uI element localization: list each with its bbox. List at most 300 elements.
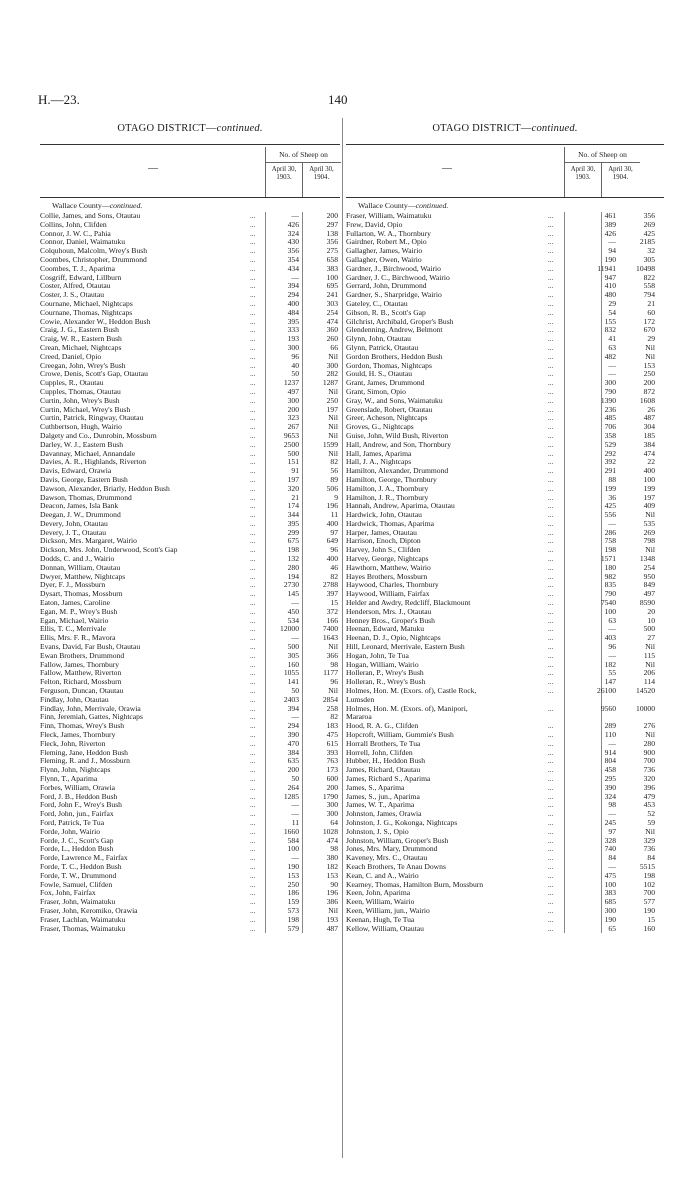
leader-dots: ... [250, 678, 256, 687]
leader-dots: ... [250, 572, 256, 581]
owner-name: Cosgriff, Edward, Lillburn [40, 273, 122, 282]
leader-dots: ... [250, 475, 256, 484]
sheep-count-1903: 96 [291, 351, 299, 361]
sheep-count-1904: 380 [326, 853, 338, 863]
table-row [346, 669, 664, 678]
sheep-count-1903: 26100 [597, 686, 616, 696]
owner-name: Evans, David, Far Bush, Otautau [40, 643, 141, 652]
leader-dots: ... [548, 660, 554, 669]
leader-dots: ... [548, 440, 554, 449]
table-row [346, 828, 664, 837]
sheep-count-1904: 474 [643, 448, 655, 458]
owner-name: Ellis, T. C., Merrivale [40, 625, 107, 634]
owner-name: Collins, John, Clifden [40, 220, 107, 229]
owner-name: Darley, W. J., Eastern Bush [40, 440, 124, 449]
sheep-count-1903: 300 [287, 395, 299, 405]
table-row [346, 300, 664, 309]
sheep-count-1904: 254 [326, 307, 338, 317]
sheep-count-1903: 300 [287, 342, 299, 352]
sheep-count-1904: 670 [643, 325, 655, 335]
table-row [346, 617, 664, 626]
leader-dots: ... [250, 431, 256, 440]
leader-dots: ... [250, 625, 256, 634]
sheep-count-1904: 32 [647, 246, 655, 256]
leader-dots: ... [250, 343, 256, 352]
county-heading: Wallace County—continued. [52, 201, 143, 210]
owner-name: Heenan, Edward, Matuku [346, 625, 425, 634]
sheep-count-1903: 529 [604, 439, 616, 449]
owner-name: Forde, T. C., Heddon Bush [40, 862, 122, 871]
sheep-count-1904: Nil [645, 510, 655, 520]
column-divider [342, 118, 343, 1158]
sheep-count-1903: 194 [287, 571, 299, 581]
leader-dots: ... [250, 818, 256, 827]
sheep-count-1903: — [291, 211, 299, 220]
sheep-count-1904: 96 [330, 677, 338, 687]
owner-name: Davannay, Michael, Annandale [40, 449, 136, 458]
owner-name: Glynn, Patrick, Otautau [346, 343, 419, 352]
sheep-count-1904: 320 [643, 774, 655, 783]
sheep-count-1903: — [608, 518, 616, 528]
sheep-count-1904: 1790 [322, 791, 338, 801]
sheep-count-1903: 835 [604, 580, 616, 590]
sheep-count-1903: 100 [287, 844, 299, 854]
owner-name: Dawson, Alexander, Briarly, Heddon Bush [40, 484, 170, 493]
sheep-count-1903: 291 [604, 466, 616, 476]
leader-dots: ... [548, 308, 554, 317]
leader-dots: ... [250, 212, 256, 220]
sheep-count-1903: 389 [604, 219, 616, 229]
leader-dots: ... [250, 827, 256, 836]
table-row [346, 845, 664, 854]
sheep-count-1904: 96 [330, 545, 338, 555]
sheep-count-1903: 55 [608, 668, 616, 678]
sheep-count-1903: 328 [604, 835, 616, 845]
sheep-count-1904: 303 [326, 298, 338, 308]
leader-dots: ... [250, 220, 256, 229]
owner-name: Colquhoun, Malcolm, Wrey's Bush [40, 247, 148, 256]
sheep-count-1904: 84 [647, 853, 655, 863]
owner-name: Mararoa [346, 713, 372, 722]
sheep-count-1904: 700 [643, 756, 655, 766]
table-row [346, 643, 664, 652]
sheep-count-1904: Nil [328, 448, 338, 458]
sheep-count-1904: 360 [326, 325, 338, 335]
sheep-count-1904: 474 [326, 835, 338, 845]
sheep-count-1903: 480 [604, 290, 616, 300]
owner-name: Fallow, James, Thornbury [40, 660, 120, 669]
leader-dots: ... [548, 616, 554, 625]
owner-name: James, Richard, Otautau [346, 766, 421, 775]
table-row [346, 441, 664, 450]
column-header-1904: April 30, 1904. [601, 163, 639, 197]
leader-dots: ... [250, 528, 256, 537]
leader-dots: ... [250, 713, 256, 722]
owner-name: Davies, A. R., Highlands, Riverton [40, 458, 147, 467]
leader-dots: ... [548, 731, 554, 740]
sheep-count-1904: 56 [330, 466, 338, 476]
leader-dots: ... [250, 731, 256, 740]
sheep-count-1903: 199 [604, 483, 616, 493]
sheep-count-1903: 426 [604, 228, 616, 238]
owner-name: Crean, Michael, Nightcaps [40, 343, 122, 352]
sheep-count-1904: 5515 [639, 861, 655, 871]
sheep-count-1904: 250 [326, 395, 338, 405]
sheep-count-1903: 50 [291, 686, 299, 696]
owner-name: Gilchrist, Archibald, Groper's Bush [346, 317, 454, 326]
sheep-count-1904: Nil [645, 826, 655, 836]
leader-dots: ... [250, 889, 256, 898]
sheep-count-1903: — [608, 624, 616, 634]
leader-dots: ... [548, 405, 554, 414]
owner-name: Harvey, George, Nightcaps [346, 555, 429, 564]
leader-dots: ... [548, 387, 554, 396]
sheep-count-1904: 276 [643, 721, 655, 731]
sheep-count-1904: 59 [647, 817, 655, 827]
sheep-count-1904: 475 [326, 730, 338, 740]
owner-name: Hogan, John, Te Tua [346, 651, 409, 660]
sheep-count-1904: 409 [643, 501, 655, 511]
sheep-count-1904: Nil [645, 642, 655, 652]
owner-name: James, S., jun., Aparima [346, 792, 420, 801]
sheep-count-1904: 487 [326, 923, 338, 933]
leader-dots: ... [548, 643, 554, 652]
sheep-count-1904: 2788 [322, 580, 338, 590]
sheep-count-1903: — [608, 861, 616, 871]
owner-name: Harvey, John S., Clifden [346, 546, 421, 555]
leader-dots: ... [250, 317, 256, 326]
sheep-count-1903: 160 [287, 659, 299, 669]
sheep-count-1904: 15 [647, 914, 655, 924]
owner-name: Guise, John, Wild Bush, Riverton [346, 431, 449, 440]
owner-name: Dickson, Mrs. Margaret, Wairio [40, 537, 137, 546]
owner-name: Forde, T. W., Drummond [40, 871, 117, 880]
sheep-count-1904: 535 [643, 518, 655, 528]
sheep-count-1903: 9653 [283, 430, 299, 440]
leader-dots: ... [250, 405, 256, 414]
sheep-count-1904: 200 [643, 378, 655, 388]
sheep-count-1903: 305 [287, 650, 299, 660]
table-row [346, 819, 664, 828]
left-column [40, 122, 340, 933]
sheep-count-1903: 426 [287, 219, 299, 229]
table-header [346, 144, 664, 198]
sheep-count-1904: 160 [643, 923, 655, 933]
owner-name: Coombes, Christopher, Drummond [40, 255, 147, 264]
sheep-count-1903: 174 [287, 501, 299, 511]
owner-name: Connor, J. W. C., Pahia [40, 229, 111, 238]
sheep-count-1904: 453 [643, 800, 655, 810]
sheep-count-1903: 132 [287, 554, 299, 564]
document-reference: H.—23. [38, 92, 80, 107]
sheep-count-1903: 392 [604, 457, 616, 467]
sheep-count-1903: 1660 [283, 826, 299, 836]
sheep-count-1903: 484 [287, 307, 299, 317]
sheep-count-1904: 497 [643, 589, 655, 599]
owner-name: Devery, J. T., Otautau [40, 528, 107, 537]
owner-name: Curtin, Michael, Wrey's Bush [40, 405, 131, 414]
owner-name: Hall, J. A., Nightcaps [346, 458, 412, 467]
table-row [346, 546, 664, 555]
table-row [346, 529, 664, 538]
sheep-count-1903: 2730 [283, 580, 299, 590]
owner-name: Haywood, Charles, Thornbury [346, 581, 439, 590]
owner-name: Cournane, Michael, Nightcaps [40, 299, 133, 308]
sheep-count-1903: 155 [604, 316, 616, 326]
leader-dots: ... [548, 361, 554, 370]
table-row [346, 432, 664, 441]
sheep-count-1903: 395 [287, 518, 299, 528]
sheep-count-1904: Nil [645, 351, 655, 361]
owner-name: Grant, Simon, Opio [346, 387, 406, 396]
sheep-count-1903: 294 [287, 290, 299, 300]
sheep-count-1904: 2185 [639, 237, 655, 247]
owner-name: Grant, James, Drummond [346, 379, 425, 388]
leader-dots: ... [548, 379, 554, 388]
sheep-count-1904: 384 [643, 439, 655, 449]
sheep-count-1904: Nil [328, 686, 338, 696]
sheep-count-1903: 84 [608, 853, 616, 863]
right-column [346, 122, 664, 933]
sheep-count-1903: 159 [287, 897, 299, 907]
owner-name: Cupples, R., Otautau [40, 379, 104, 388]
owner-name: Henney Bros., Groper's Bush [346, 616, 435, 625]
owner-name: Horrall Brothers, Te Tua [346, 739, 421, 748]
table-row [346, 784, 664, 793]
table-row [346, 511, 664, 520]
table-row [346, 335, 664, 344]
table-row [346, 291, 664, 300]
sheep-count-1904: Nil [328, 351, 338, 361]
sheep-count-1904: 269 [643, 219, 655, 229]
sheep-count-1903: 200 [287, 404, 299, 414]
sheep-count-1903: 383 [604, 888, 616, 898]
sheep-count-1903: 40 [291, 360, 299, 370]
leader-dots: ... [548, 634, 554, 643]
leader-dots: ... [548, 238, 554, 247]
sheep-count-1903: — [608, 237, 616, 247]
owner-name: Jones, Mrs. Mary, Drummond [346, 845, 438, 854]
sheep-count-1904: 649 [326, 536, 338, 546]
leader-dots: ... [548, 352, 554, 361]
owner-name: James, W. T., Aparima [346, 801, 415, 810]
sheep-count-1904: 1599 [322, 439, 338, 449]
owner-name: Hamilton, J. A., Thornbury [346, 484, 429, 493]
sheep-count-1903: 1237 [283, 378, 299, 388]
sheep-count-1904: 7400 [322, 624, 338, 634]
sheep-count-1903: 300 [604, 378, 616, 388]
leader-dots: ... [548, 370, 554, 379]
sheep-count-1904: 199 [643, 483, 655, 493]
leader-dots: ... [548, 291, 554, 300]
leader-dots: ... [548, 555, 554, 564]
sheep-count-1904: 1643 [322, 633, 338, 643]
sheep-count-1904: 282 [326, 369, 338, 379]
sheep-count-1904: 82 [330, 712, 338, 722]
leader-dots: ... [250, 273, 256, 282]
owner-name: Finn, Jeremiah, Gattes, Nightcaps [40, 713, 143, 722]
sheep-count-1904: 60 [647, 307, 655, 317]
sheep-count-1903: 947 [604, 272, 616, 282]
leader-dots: ... [250, 247, 256, 256]
leader-dots: ... [548, 836, 554, 845]
table-row [346, 740, 664, 749]
leader-dots: ... [250, 423, 256, 432]
sheep-count-1903: 264 [287, 782, 299, 792]
table-row [346, 450, 664, 459]
owner-name: Devery, John, Otautau [40, 519, 108, 528]
leader-dots: ... [548, 537, 554, 546]
owner-name: Harper, James, Otautau [346, 528, 417, 537]
table-row [346, 696, 664, 705]
sheep-count-1904: 615 [326, 738, 338, 748]
owner-name: Craig, J. G., Eastern Bush [40, 326, 119, 335]
sheep-count-1904: 500 [643, 624, 655, 634]
sheep-count-1904: 356 [326, 237, 338, 247]
sheep-count-1904: 600 [326, 774, 338, 783]
owner-name: Keenan, Hugh, Te Tua [346, 915, 415, 924]
sheep-count-1904: 90 [330, 879, 338, 889]
owner-name: Dickson, Mrs. John, Underwood, Scott's Gap [40, 546, 178, 555]
leader-dots: ... [548, 845, 554, 854]
owner-name: Greer, Acheson, Nightcaps [346, 414, 428, 423]
sheep-count-1903: 458 [604, 765, 616, 775]
sheep-count-1903: 250 [287, 879, 299, 889]
sheep-count-1904: 474 [326, 316, 338, 326]
leader-dots: ... [548, 924, 554, 933]
owner-name: Keen, John, Aparima [346, 889, 411, 898]
leader-dots: ... [250, 599, 256, 608]
sheep-count-1904: 280 [643, 738, 655, 748]
leader-dots: ... [250, 836, 256, 845]
sheep-count-1903: 198 [287, 545, 299, 555]
owner-name: Hamilton, Alexander, Drummond [346, 467, 449, 476]
sheep-count-1903: 400 [287, 298, 299, 308]
leader-dots: ... [250, 801, 256, 810]
table-row [346, 916, 664, 925]
table-row [346, 485, 664, 494]
table-row [346, 265, 664, 274]
sheep-count-1904: 695 [326, 281, 338, 291]
leader-dots: ... [250, 722, 256, 731]
sheep-count-1903: 410 [604, 281, 616, 291]
table-row [346, 353, 664, 362]
owner-name: Ford, John, jun., Fairfax [40, 810, 114, 819]
sheep-count-1904: 297 [326, 219, 338, 229]
leader-dots: ... [548, 519, 554, 528]
sheep-count-1903: 54 [608, 307, 616, 317]
sheep-count-1904: 425 [643, 228, 655, 238]
leader-dots: ... [548, 255, 554, 264]
sheep-count-1904: 400 [326, 518, 338, 528]
table-row [346, 687, 664, 696]
sheep-count-1904: 52 [647, 809, 655, 819]
sheep-count-1904: 29 [647, 334, 655, 344]
sheep-count-1903: 1055 [283, 668, 299, 678]
leader-dots: ... [250, 379, 256, 388]
sheep-count-1903: 200 [287, 765, 299, 775]
sheep-count-1904: 300 [326, 800, 338, 810]
owner-name: Forde, L., Heddon Bush [40, 845, 114, 854]
sheep-count-1903: 91 [291, 466, 299, 476]
sheep-count-1904: 487 [643, 413, 655, 423]
sheep-count-1904: 872 [643, 386, 655, 396]
leader-dots: ... [250, 537, 256, 546]
owner-name: Fullarton, W. A., Thornbury [346, 229, 431, 238]
owner-name: Fraser, Thomas, Waimatuku [40, 924, 126, 933]
leader-dots: ... [548, 783, 554, 792]
sheep-count-1904: 8590 [639, 598, 655, 608]
sheep-count-1903: 740 [604, 844, 616, 854]
owner-name: Forde, J. C., Scott's Gap [40, 836, 114, 845]
sheep-count-1904: 11 [330, 510, 338, 520]
sheep-count-1904: 658 [326, 254, 338, 264]
sheep-count-1903: — [291, 800, 299, 810]
sheep-count-1904: 2854 [322, 694, 338, 704]
table-row [346, 731, 664, 740]
owner-name: Haywood, William, Fairfax [346, 590, 430, 599]
table-row [346, 810, 664, 819]
owner-name: Lumsden [346, 695, 375, 704]
owner-name: Johnston, James, Orawia [346, 810, 422, 819]
leader-dots: ... [250, 924, 256, 933]
leader-dots: ... [250, 704, 256, 713]
owner-name: Cuthbertson, Hugh, Wairio [40, 423, 122, 432]
sheep-count-1903: 685 [604, 897, 616, 907]
sheep-count-1903: 151 [287, 457, 299, 467]
sheep-count-1904: Nil [328, 413, 338, 423]
sheep-count-1903: — [291, 598, 299, 608]
sheep-count-1904: 736 [643, 844, 655, 854]
sheep-count-1903: 267 [287, 422, 299, 432]
leader-dots: ... [548, 898, 554, 907]
sheep-count-1903: 12000 [280, 624, 299, 634]
sheep-count-1904: 82 [330, 571, 338, 581]
leader-dots: ... [250, 660, 256, 669]
sheep-count-1903: 1285 [283, 791, 299, 801]
owner-name: Kaveney, Mrs. C., Otautau [346, 854, 428, 863]
leader-dots: ... [250, 607, 256, 616]
sheep-count-1904: 14520 [636, 686, 655, 696]
sheep-count-1904: 115 [643, 650, 655, 660]
leader-dots: ... [250, 862, 256, 871]
owner-name: Dwyer, Matthew, Nightcaps [40, 572, 126, 581]
sheep-count-1903: 193 [287, 334, 299, 344]
sheep-count-1903: 534 [287, 615, 299, 625]
leader-dots: ... [548, 651, 554, 660]
sheep-count-1904: 193 [326, 914, 338, 924]
sheep-count-1904: 794 [643, 290, 655, 300]
sheep-count-1903: 11 [291, 817, 299, 827]
table-row [346, 212, 664, 221]
owner-name: Johnston, William, Groper's Bush [346, 836, 449, 845]
sheep-count-1904: 275 [326, 246, 338, 256]
leader-dots: ... [548, 818, 554, 827]
owner-name: Kellow, William, Otautau [346, 924, 424, 933]
table-row [346, 502, 664, 511]
leader-dots: ... [548, 326, 554, 335]
sheep-count-1903: 482 [604, 351, 616, 361]
leader-dots: ... [250, 511, 256, 520]
leader-dots: ... [250, 871, 256, 880]
leader-dots: ... [548, 880, 554, 889]
leader-dots: ... [548, 273, 554, 282]
sheep-count-1903: 358 [604, 430, 616, 440]
leader-dots: ... [548, 343, 554, 352]
owner-name: Forbes, William, Orawia [40, 783, 116, 792]
sheep-count-1903: — [291, 712, 299, 722]
sheep-count-1903: 804 [604, 756, 616, 766]
